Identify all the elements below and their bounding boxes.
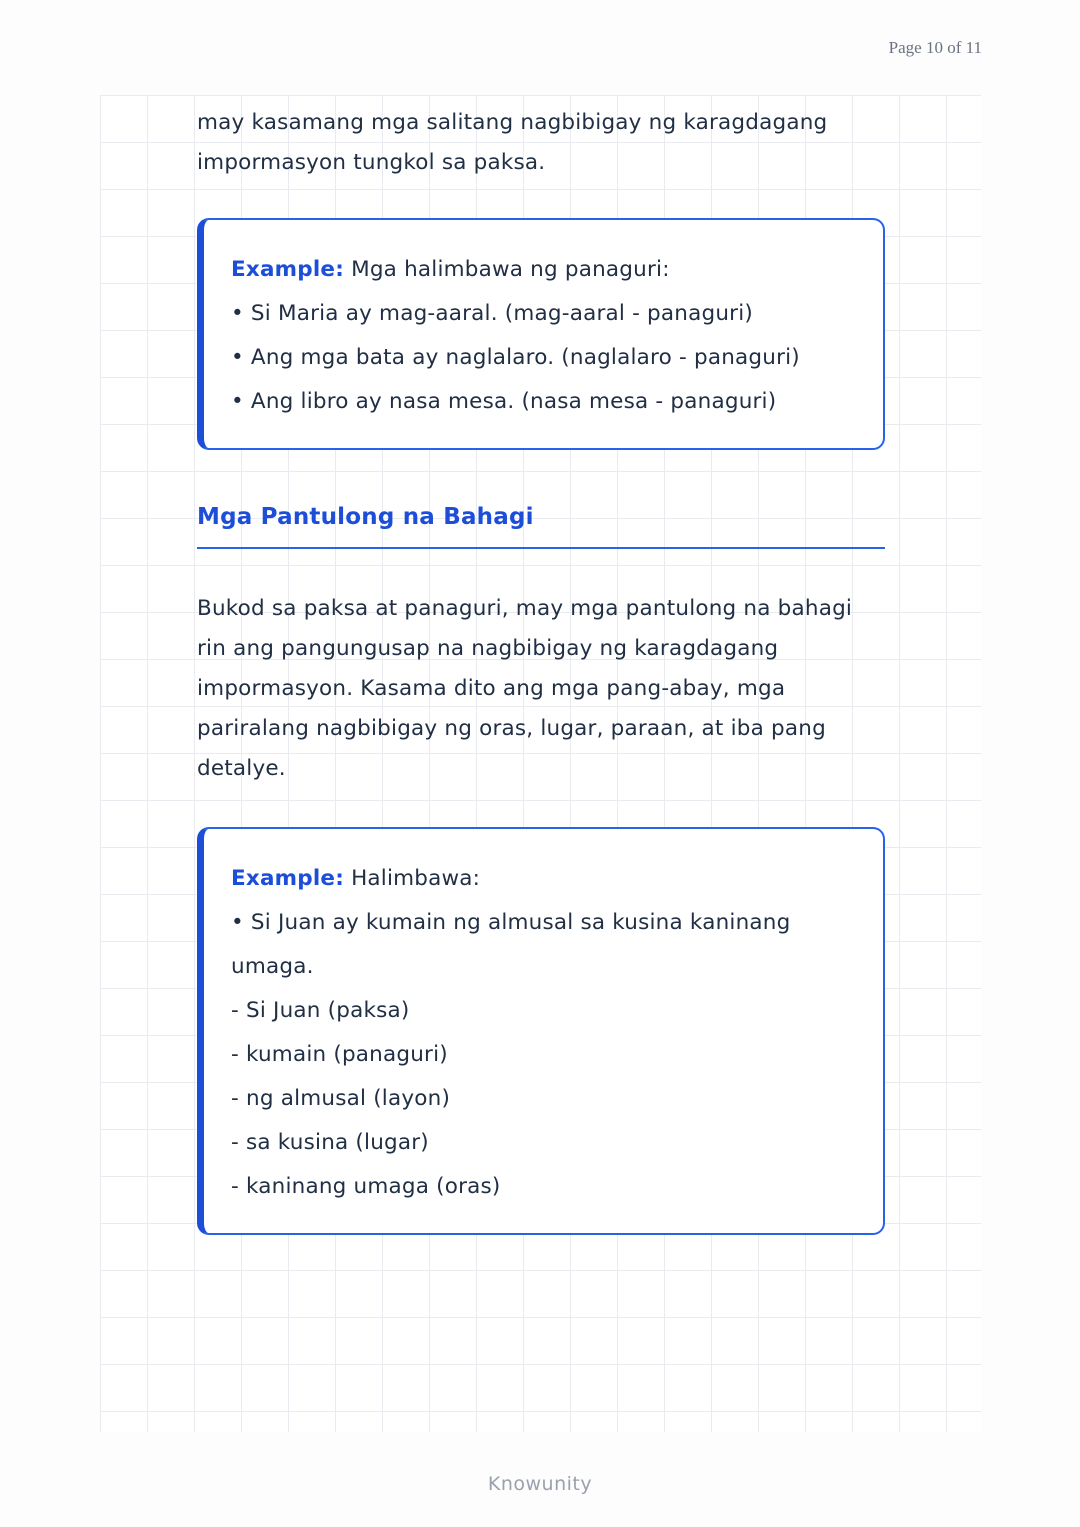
example-item: - sa kusina (lugar) [231,1130,429,1155]
example-header-line [231,857,853,901]
example-label: Example: [231,257,345,282]
intro-paragraph: may kasamang mga salitang nagbibigay ng karagdagang impormasyon tungkol sa paksa. [197,110,828,175]
example-item: - kaninang umaga (oras) [231,1174,501,1199]
example-item: - ng almusal (layon) [231,1086,451,1111]
heading-rule [197,547,885,549]
example-header-line [231,248,853,292]
page-number: Page 10 of 11 [888,38,982,57]
example-item: • Ang mga bata ay naglalaro. (naglalaro - panaguri) [231,345,800,370]
example-item: • Si Maria ay mag-aaral. (mag-aaral - panaguri) [231,301,753,326]
brand-footer: Knowunity [487,1473,593,1495]
example-item: - kumain (panaguri) [231,1042,448,1067]
section-paragraph: Bukod sa paksa at panaguri, may mga pantulong na bahagi rin ang pangungusap na nagbibigay ng karagdagang impormasyon. Kasama dito ang mga pang-abay, mga pariralang nagbibigay ng oras, lugar, paraan, at iba pang detalye. [197,596,853,781]
example-box-halimbawa [197,827,885,1235]
example-item: • Ang libro ay nasa mesa. (nasa mesa - panaguri) [231,389,777,414]
page-content [197,95,885,1235]
example-box-panaguri [197,218,885,450]
example-item: - Si Juan (paksa) [231,998,410,1023]
example-intro: Mga halimbawa ng panaguri: [351,257,670,282]
example-label: Example: [231,866,345,891]
example-item: • Si Juan ay kumain ng almusal sa kusina kaninang umaga. [231,910,791,979]
section-heading: Mga Pantulong na Bahagi [197,504,534,530]
example-intro: Halimbawa: [351,866,481,891]
page-footer [0,1473,1080,1495]
